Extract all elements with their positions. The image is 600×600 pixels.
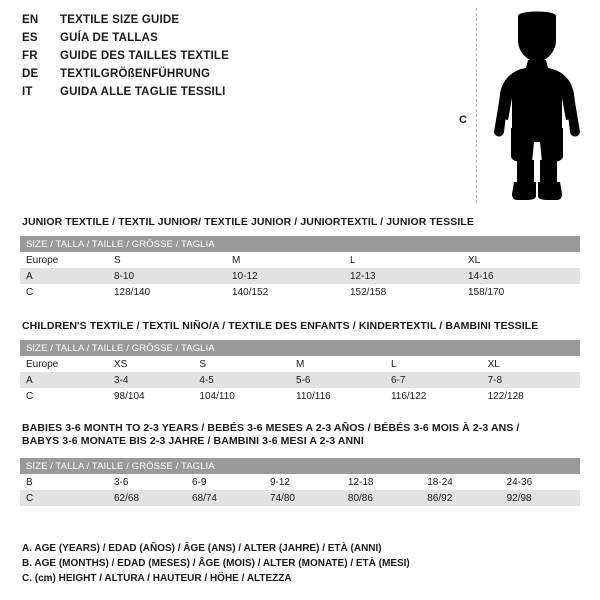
language-title: TEXTILE SIZE GUIDE	[60, 14, 180, 26]
cell: M	[226, 252, 344, 268]
cell: 152/158	[344, 284, 462, 300]
cell: 86/92	[421, 490, 500, 506]
row-label: C	[20, 388, 108, 404]
language-row	[22, 68, 402, 86]
legend-block	[22, 541, 582, 586]
junior-size-table	[20, 236, 580, 300]
table-header-label: SIZE / TALLA / TAILLE / GRÖSSE / TAGLIA	[20, 458, 580, 474]
cell: 140/152	[226, 284, 344, 300]
cell: 80/86	[342, 490, 421, 506]
table-header-label: SIZE / TALLA / TAILLE / GRÖSSE / TAGLIA	[20, 340, 580, 356]
cell: L	[385, 356, 482, 372]
table-row	[20, 474, 580, 490]
cell: 18-24	[421, 474, 500, 490]
legend-item-age-months: B. AGE (MONTHS) / EDAD (MESES) / ÂGE (MOIS) / ALTER (MONATE) / ETÀ (MESI)	[22, 558, 410, 569]
row-label: Europe	[20, 356, 108, 372]
section-title-children: CHILDREN'S TEXTILE / TEXTIL NIÑO/A / TEXTILE DES ENFANTS / KINDERTEXTIL / BAMBINI TESSILE	[22, 320, 539, 332]
language-title: GUIDE DES TAILLES TEXTILE	[60, 50, 229, 62]
language-code: DE	[22, 68, 39, 80]
cell: 8-10	[108, 268, 226, 284]
section-title-babies	[22, 422, 519, 448]
cell: XS	[108, 356, 193, 372]
row-label: B	[20, 474, 108, 490]
table-header-row	[20, 236, 580, 252]
legend-item-height: C. (cm) HEIGHT / ALTURA / HAUTEUR / HÖHE / ALTEZZA	[22, 573, 292, 584]
language-row	[22, 14, 402, 32]
measurement-figure	[440, 8, 590, 203]
row-label: A	[20, 372, 108, 388]
cell: 14-16	[462, 268, 580, 284]
cell: 98/104	[108, 388, 193, 404]
cell: 9-12	[264, 474, 342, 490]
cell: 62/68	[108, 490, 186, 506]
cell: 4-5	[193, 372, 290, 388]
height-measure-label: C	[456, 113, 470, 127]
row-label: C	[20, 284, 108, 300]
language-code: FR	[22, 50, 38, 62]
table-header-row	[20, 340, 580, 356]
cell: M	[290, 356, 385, 372]
language-title-block	[22, 14, 402, 104]
table-row	[20, 252, 580, 268]
cell: 68/74	[186, 490, 264, 506]
language-code: EN	[22, 14, 39, 26]
section-title-babies-line1: BABIES 3-6 MONTH TO 2-3 YEARS / BEBÉS 3-6 MESES A 2-3 AÑOS / BÉBÉS 3-6 MOIS À 2-3 ANS /	[22, 422, 520, 434]
cell: 5-6	[290, 372, 385, 388]
cell: 6-7	[385, 372, 482, 388]
children-size-table	[20, 340, 580, 404]
row-label: Europe	[20, 252, 108, 268]
language-title: TEXTILGRÖßENFÜHRUNG	[60, 68, 211, 80]
table-row	[20, 388, 580, 404]
cell: 158/170	[462, 284, 580, 300]
language-title: GUÍA DE TALLAS	[60, 32, 158, 44]
section-title-babies-line2: BABYS 3-6 MONATE BIS 2-3 JAHRE / BAMBINI 3-6 MESI A 2-3 ANNI	[22, 435, 364, 447]
cell: 128/140	[108, 284, 226, 300]
cell: L	[344, 252, 462, 268]
cell: XL	[482, 356, 580, 372]
cell: 12-18	[342, 474, 421, 490]
table-row	[20, 284, 580, 300]
cell: 92/98	[501, 490, 580, 506]
cell: 110/116	[290, 388, 385, 404]
row-label: C	[20, 490, 108, 506]
height-measure-line	[476, 8, 477, 203]
row-label: A	[20, 268, 108, 284]
language-row	[22, 50, 402, 68]
cell: S	[108, 252, 226, 268]
cell: 10-12	[226, 268, 344, 284]
babies-size-table	[20, 458, 580, 506]
cell: 104/110	[193, 388, 290, 404]
cell: 122/128	[482, 388, 580, 404]
section-title-junior: JUNIOR TEXTILE / TEXTIL JUNIOR/ TEXTILE JUNIOR / JUNIORTEXTIL / JUNIOR TESSILE	[22, 216, 474, 228]
cell: 24-36	[501, 474, 580, 490]
language-title: GUIDA ALLE TAGLIE TESSILI	[60, 86, 226, 98]
cell: 6-9	[186, 474, 264, 490]
language-row	[22, 86, 402, 104]
legend-item-age-years: A. AGE (YEARS) / EDAD (AÑOS) / ÂGE (ANS) / ALTER (JAHRE) / ETÀ (ANNI)	[22, 543, 382, 554]
toddler-silhouette-icon	[484, 10, 590, 200]
language-row	[22, 32, 402, 50]
cell: 7-8	[482, 372, 580, 388]
cell: S	[193, 356, 290, 372]
table-row	[20, 372, 580, 388]
cell: 3-6	[108, 474, 186, 490]
table-header-label: SIZE / TALLA / TAILLE / GRÖSSE / TAGLIA	[20, 236, 580, 252]
cell: XL	[462, 252, 580, 268]
table-header-row	[20, 458, 580, 474]
language-code: ES	[22, 32, 38, 44]
cell: 12-13	[344, 268, 462, 284]
language-code: IT	[22, 86, 33, 98]
table-row	[20, 268, 580, 284]
cell: 74/80	[264, 490, 342, 506]
table-row	[20, 490, 580, 506]
cell: 3-4	[108, 372, 193, 388]
cell: 116/122	[385, 388, 482, 404]
table-row	[20, 356, 580, 372]
